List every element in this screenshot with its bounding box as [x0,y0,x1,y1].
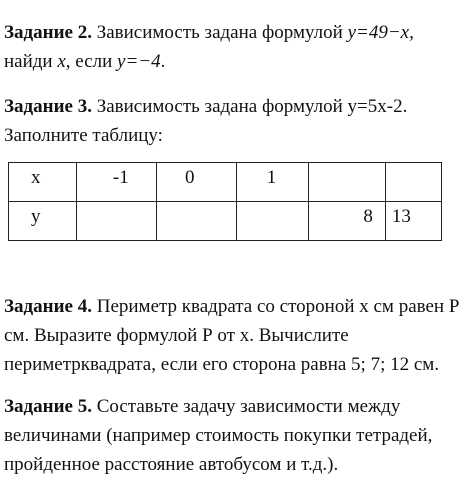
cell-text: у [31,206,41,227]
task-3-text: Зависимость задана формулой у=5х-2. [91,96,408,117]
task-4 [4,292,464,379]
cell-text: х [31,167,41,188]
cell-text: 1 [266,167,277,188]
task-4-title: Задание 4. [4,296,92,317]
values-table [8,162,442,241]
cell-text: 0 [185,167,195,188]
task-3-title: Задание 3. [4,96,92,117]
task-3-instruction: Заполните таблицу: [4,125,163,146]
task-5-title: Задание 5. [4,396,92,417]
cell-text [309,163,385,167]
cell-text [237,202,308,206]
table-cell [385,202,441,241]
task-2-title: Задание 2. [4,22,92,43]
task-2-variable: x [57,51,66,72]
table-cell [308,202,385,241]
task-3 [4,92,464,150]
table-row-y [9,202,442,241]
cell-text: 13 [391,206,411,227]
table-cell [157,202,237,241]
cell-text [157,202,236,206]
table-cell [385,163,441,202]
task-2-text: Зависимость задана формулой [91,22,348,43]
task-2 [4,18,464,76]
task-2-condition: y=−4 [117,51,161,72]
task-4-text: Периметр квадрата со стороной х см равен Р см. Выразите формулой Р от х. Вычислите периметрквадрата, если его сторона равна 5; 7; 12 см. [4,296,460,375]
table-cell [76,163,156,202]
task-5-text: Составьте задачу зависимости между величинами (например стоимость покупки тетрадей, пройденное расстояние автобусом и т.д.). [4,396,433,475]
task-2-formula: y=49−x, [347,22,414,43]
task-2-find: найди [4,51,58,72]
table-cell [157,163,237,202]
table-cell [9,163,77,202]
table-cell [308,163,385,202]
task-5 [4,392,464,479]
table-cell [76,202,156,241]
cell-text [77,202,156,206]
table-cell [236,202,308,241]
table-row-x [9,163,442,202]
table-cell [9,202,77,241]
task-2-if: , если [65,51,118,72]
task-2-period: . [160,51,166,72]
cell-text: -1 [112,167,129,188]
cell-text: 8 [363,206,373,227]
table-cell [236,163,308,202]
cell-text [386,163,441,167]
